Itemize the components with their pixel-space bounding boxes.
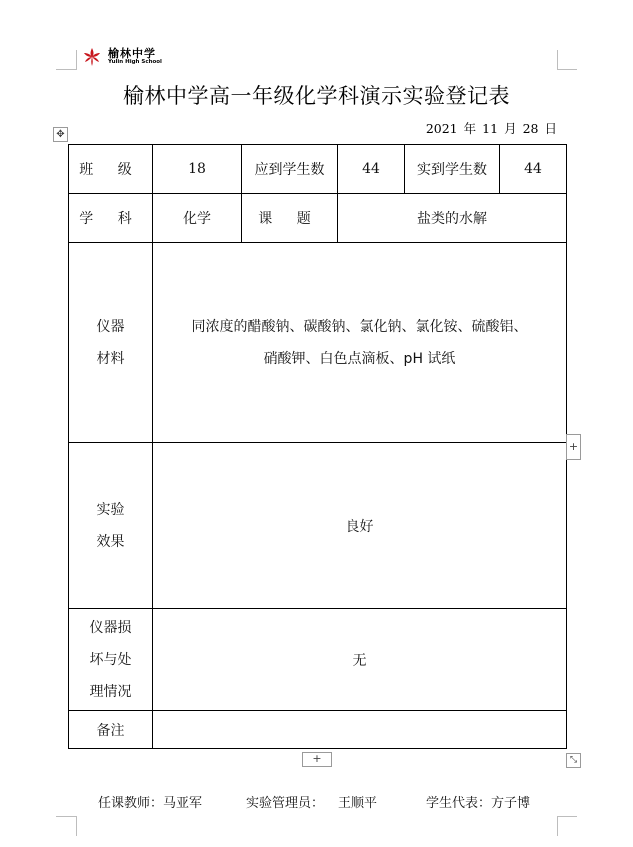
damage-label-line-1: 仪器损 (89, 619, 132, 636)
effect-label-line-1: 实验 (96, 501, 125, 518)
topic-value-cell[interactable] (338, 194, 567, 243)
date-year: 2021 (425, 121, 458, 136)
damage-label-line-3: 理情况 (89, 683, 132, 700)
damage-value: 无 (352, 652, 367, 669)
materials-line-2: 硝酸钾、白色点滴板、pH 试纸 (263, 350, 456, 367)
materials-label-line-2: 材料 (96, 350, 125, 367)
actual-students-label: 实到学生数 (417, 162, 487, 178)
footer-student (426, 792, 530, 811)
registration-table (68, 144, 567, 749)
crop-mark-bottom-right-v (557, 816, 558, 836)
effect-label-cell[interactable] (69, 443, 153, 609)
add-column-button[interactable] (566, 434, 581, 460)
actual-label-cell[interactable] (405, 145, 500, 194)
expected-students-value: 44 (362, 161, 380, 177)
effect-label-line-2: 效果 (96, 533, 125, 550)
remark-value-cell[interactable] (153, 711, 567, 749)
actual-students-value: 44 (524, 161, 542, 177)
remark-label-cell[interactable] (69, 711, 153, 749)
crop-mark-bottom-right-h (557, 816, 577, 817)
plus-icon: + (568, 440, 579, 453)
materials-line-1: 同浓度的醋酸钠、碳酸钠、氯化钠、氯化铵、硫酸铝、 (191, 318, 528, 335)
manager-name: 王顺平 (338, 796, 378, 811)
logo-chinese-name: 榆林中学 (108, 47, 156, 61)
crop-mark-top-left-h (56, 69, 76, 70)
school-logo (80, 44, 162, 70)
topic-value: 盐类的水解 (417, 211, 487, 227)
remark-label: 备注 (96, 722, 125, 739)
teacher-name: 马亚军 (163, 796, 203, 811)
actual-value-cell[interactable] (500, 145, 567, 194)
footer-teacher (98, 792, 202, 811)
date-day-unit: 日 (544, 121, 557, 136)
topic-label: 课 题 (258, 211, 321, 227)
materials-label-cell[interactable] (69, 243, 153, 443)
expected-label-cell[interactable] (242, 145, 338, 194)
crop-mark-bottom-left-v (76, 816, 77, 836)
subject-value-cell[interactable] (153, 194, 242, 243)
class-value: 18 (188, 161, 206, 177)
date-month-unit: 月 (504, 121, 517, 136)
resize-diagonal-icon[interactable]: ⤡ (566, 753, 581, 768)
subject-value: 化学 (183, 211, 211, 227)
expected-value-cell[interactable] (338, 145, 405, 194)
date-day: 28 (522, 121, 539, 136)
crop-mark-top-right-h (557, 69, 577, 70)
student-name: 方子博 (491, 796, 531, 811)
school-emblem-icon (80, 45, 104, 69)
materials-label-line-1: 仪器 (96, 318, 125, 335)
damage-label-line-2: 坏与处 (89, 651, 132, 668)
page-title: 榆林中学高一年级化学科演示实验登记表 (123, 84, 510, 108)
add-row-button[interactable] (302, 752, 332, 767)
date-line (426, 119, 557, 137)
date-year-unit: 年 (463, 121, 477, 136)
crop-mark-bottom-left-h (56, 816, 76, 817)
effect-value-cell[interactable] (153, 443, 567, 609)
subject-label-cell[interactable] (69, 194, 153, 243)
plus-icon: + (312, 752, 322, 765)
class-label: 班 级 (79, 162, 142, 178)
topic-label-cell[interactable] (242, 194, 338, 243)
date-month: 11 (482, 121, 499, 136)
move-icon[interactable]: ✥ (53, 127, 68, 142)
effect-value: 良好 (345, 518, 374, 535)
materials-value-cell[interactable] (153, 243, 567, 443)
crop-mark-top-right-v (557, 50, 558, 70)
damage-label-cell[interactable] (69, 609, 153, 711)
subject-label: 学 科 (79, 211, 142, 227)
footer-manager (246, 792, 377, 811)
class-value-cell[interactable] (153, 145, 242, 194)
manager-label: 实验管理员： (246, 796, 325, 811)
crop-mark-top-left-v (76, 50, 77, 70)
class-label-cell[interactable] (69, 145, 153, 194)
student-label: 学生代表： (426, 796, 492, 811)
damage-value-cell[interactable] (153, 609, 567, 711)
logo-english-name: Yulin High School (108, 59, 162, 66)
expected-students-label: 应到学生数 (254, 162, 325, 178)
teacher-label: 任课教师： (98, 796, 164, 811)
